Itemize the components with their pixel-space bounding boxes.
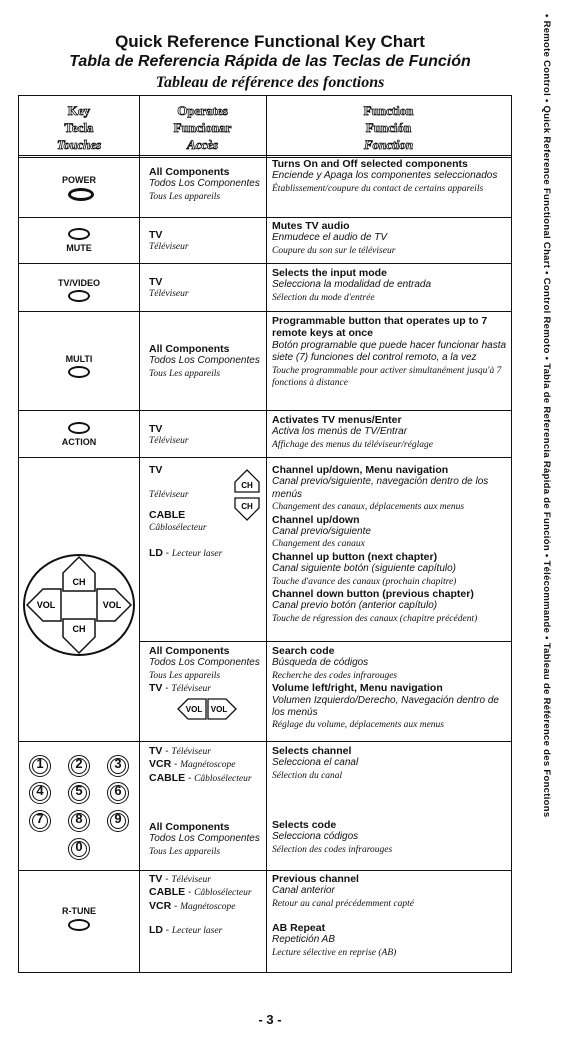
rtune-operates: TV - Téléviseur CABLE - Câblosélecteur VCR - Magnétoscope LD - Lecteur laser	[149, 873, 252, 936]
digit-4-button[interactable]: 4	[29, 782, 51, 804]
row-divider	[19, 217, 511, 218]
nav-operates-all-fr: Tous Les appareils	[149, 670, 221, 681]
volume-right-label: VOL	[102, 600, 122, 610]
digit-5-button[interactable]: 5	[68, 782, 90, 804]
power-button-icon[interactable]	[68, 188, 94, 201]
multi-operates-es: Todos Los Componentes	[149, 355, 260, 367]
power-key-label: POWER	[61, 175, 96, 185]
tvvideo-key-label: TV/VIDEO	[57, 278, 100, 288]
multi-key-label: MULTI	[65, 354, 93, 364]
nav-function-6-es: Volumen Izquierdo/Derecho, Navegación dentro de los menús	[272, 694, 499, 719]
multi-function-es: Botón programable que puede hacer funcionar hasta siete (7) funciones del control remoto, a la vez	[272, 339, 507, 364]
action-button-icon[interactable]	[68, 422, 90, 434]
rtune-function	[272, 873, 510, 959]
multi-operates-en: All Components	[149, 343, 230, 355]
page-title-english: Quick Reference Functional Key Chart	[115, 32, 425, 51]
nav-operates-ld-fr: Lecteur laser	[171, 549, 223, 560]
rtune-function-2-fr: Lecture sélective en reprise (AB)	[272, 947, 397, 958]
digits-function-2-fr: Sélection des codes infrarouges	[272, 844, 393, 855]
rtune-operates-vcr-fr: Magnétoscope	[180, 901, 236, 912]
nav-operates-cable-fr: Câblosélecteur	[149, 523, 207, 534]
key-chart-table	[18, 95, 512, 973]
nav-function-5-es: Búsqueda de códigos	[272, 657, 369, 669]
digits-operates-cable: CABLE	[149, 771, 186, 784]
nav-function-1-es: Canal previo/siguiente, navegación dentro de los menús	[272, 476, 489, 500]
mute-operates-fr: Téléviseur	[149, 242, 189, 253]
rtune-operates-ld-fr: Lecteur laser	[171, 925, 223, 936]
multi-function-en: Programmable button that operates up to 7 remote keys at once	[272, 315, 488, 340]
digit-9-button[interactable]: 9	[107, 810, 129, 832]
channel-down-label: CH	[72, 624, 86, 634]
tvvideo-operates-fr: Téléviseur	[149, 289, 189, 300]
digits-operates-tv: TV	[149, 745, 163, 757]
action-key-label: ACTION	[61, 437, 97, 447]
mute-operates-en: TV	[149, 229, 163, 241]
nav-function-1-fr: Changement des canaux, déplacements aux menus	[272, 502, 465, 513]
header-operates-fr: Accès	[186, 137, 219, 152]
row-divider	[140, 641, 511, 642]
nav-function-1-en: Channel up/down, Menu navigation	[272, 464, 449, 476]
mute-function	[272, 220, 510, 257]
row-divider	[19, 311, 511, 312]
digit-7-button[interactable]: 7	[29, 810, 51, 832]
action-function-en: Activates TV menus/Enter	[272, 414, 402, 426]
rtune-key-label: R-TUNE	[62, 906, 96, 916]
nav-function-2-fr: Changement des canaux	[272, 539, 365, 550]
multi-function	[272, 315, 510, 389]
digits-operates-all-es: Todos Los Componentes	[149, 833, 260, 845]
nav-operates-all-es: Todos Los Componentes	[149, 657, 260, 669]
digits-operates: TV - Téléviseur VCR - Magnétoscope CABLE - Câblosélecteur All Components Todos Los Componentes Tous Les appareils	[149, 745, 265, 858]
channel-down-small-icon	[235, 498, 259, 520]
nav-function-3-fr: Touche d'avance des canaux (prochain chapitre)	[272, 576, 457, 587]
nav-function-volume	[272, 645, 510, 732]
mute-button-icon[interactable]	[68, 228, 90, 240]
rtune-operates-tv-fr: Téléviseur	[171, 875, 211, 885]
action-operates-fr: Téléviseur	[149, 436, 189, 447]
channel-up-small-label: CH	[241, 481, 253, 490]
digits-operates-vcr: VCR	[149, 758, 172, 771]
nav-function-6-fr: Réglage du volume, déplacements aux menus	[272, 720, 445, 731]
rtune-operates-tv: TV	[149, 873, 163, 885]
nav-operates-tv2: TV	[149, 682, 163, 695]
digits-function-2-es: Selecciona códigos	[272, 831, 359, 843]
tvvideo-function-en: Selects the input mode	[272, 267, 387, 279]
row-divider	[19, 870, 511, 871]
header-key-en: Key	[67, 103, 91, 118]
channel-down-small-label: CH	[241, 502, 253, 511]
nav-function-4-fr: Touche de régression des canaux (chapitre précédent)	[272, 613, 478, 624]
tvvideo-function-es: Selecciona la modalidad de entrada	[272, 279, 431, 291]
header-key-fr: Touches	[56, 137, 102, 152]
rtune-function-1-es: Canal anterior	[272, 885, 335, 897]
column-divider	[139, 96, 140, 972]
digits-operates-all: All Components	[149, 820, 230, 833]
digits-operates-cable-fr: Câblosélecteur	[194, 773, 252, 784]
rtune-function-1-fr: Retour au canal précédemment capté	[272, 898, 414, 909]
action-function-es: Activa los menús de TV/Entrar	[272, 426, 408, 438]
tvvideo-function-fr: Sélection du mode d'entrée	[272, 292, 375, 303]
nav-operates-tv: TV	[149, 464, 163, 476]
nav-function-2-en: Channel up/down	[272, 513, 360, 526]
channel-up-small-icon	[235, 470, 259, 492]
header-function-en: Function	[363, 103, 414, 118]
nav-function-4-en: Channel down button (previous chapter)	[272, 588, 474, 601]
page-title-french: Tableau de référence des fonctions	[155, 74, 385, 91]
power-function-en: Turns On and Off selected components	[272, 158, 468, 170]
rtune-function-2-es: Repetición AB	[272, 934, 335, 946]
volume-right-small-icon	[208, 699, 236, 719]
navigation-pad-icon	[21, 551, 137, 659]
nav-operates-cable: CABLE	[149, 509, 186, 521]
rtune-function-2-en: AB Repeat	[272, 921, 326, 934]
multi-operates	[149, 343, 263, 380]
side-strip-caption: • Remote Control • Quick Reference Functional Chart • Control Remoto • Tabla de Referencia Rápida de Función • Télécommande • Tableau de Référence des Fonctions	[541, 14, 552, 818]
header-operates	[139, 102, 266, 153]
nav-operates-channel: TV Téléviseur CABLE Câblosélecteur LD - Lecteur laser	[149, 464, 223, 560]
mute-function-en: Mutes TV audio	[272, 220, 350, 232]
header-key	[19, 102, 139, 153]
mute-operates	[149, 229, 263, 254]
nav-function-6-en: Volume left/right, Menu navigation	[272, 682, 443, 695]
digits-operates-vcr-fr: Magnétoscope	[180, 760, 236, 771]
tvvideo-operates-en: TV	[149, 276, 163, 288]
power-function-es: Enciende y Apaga los componentes seleccionados	[272, 170, 498, 182]
digit-6-button[interactable]: 6	[107, 782, 129, 804]
tvvideo-function	[272, 267, 510, 304]
nav-operates-tv-fr: Téléviseur	[149, 490, 189, 500]
digits-function	[272, 745, 510, 856]
rtune-function-1-en: Previous channel	[272, 873, 359, 885]
action-function	[272, 414, 510, 451]
channel-buttons-icon	[231, 468, 263, 522]
digit-2-button[interactable]: 2	[68, 755, 90, 777]
digit-3-button[interactable]: 3	[107, 755, 129, 777]
multi-function-fr: Touche programmable pour activer simultanément jusqu'à 7 fonctions à distance	[272, 365, 502, 389]
digits-function-1-en: Selects channel	[272, 745, 352, 757]
rtune-button-icon[interactable]	[68, 919, 90, 931]
header-operates-en: Operates	[177, 103, 228, 118]
rtune-operates-ld: LD	[149, 923, 163, 936]
power-operates	[149, 166, 263, 203]
power-function-fr: Établissement/coupure du contact de certains appareils	[272, 183, 484, 194]
volume-buttons-icon	[176, 697, 238, 721]
nav-operates-volume: All Components Todos Los Componentes Tous Les appareils TV - Téléviseur	[149, 645, 263, 696]
nav-function-5-en: Search code	[272, 645, 335, 657]
nav-function-5-fr: Recherche des codes infrarouges	[272, 670, 398, 681]
row-divider	[19, 457, 511, 458]
header-function-es: Función	[365, 120, 412, 135]
header-key-es: Tecla	[64, 120, 94, 135]
mute-key-label: MUTE	[66, 243, 92, 253]
action-function-fr: Affichage des menus du téléviseur/réglage	[272, 439, 433, 450]
volume-left-label: VOL	[36, 600, 56, 610]
nav-function-3-es: Canal siguiente botón (siguiente capítulo)	[272, 563, 457, 575]
header-function	[266, 102, 511, 153]
row-divider	[19, 263, 511, 264]
volume-left-small-label: VOL	[185, 705, 203, 714]
header-function-fr: Fonction	[363, 137, 414, 152]
mute-function-fr: Coupure du son sur le téléviseur	[272, 245, 396, 256]
rtune-operates-vcr: VCR	[149, 899, 172, 912]
nav-function-2-es: Canal previo/siguiente	[272, 526, 371, 538]
nav-function	[272, 464, 510, 625]
nav-function-4-es: Canal previo botón (anterior capítulo)	[272, 600, 438, 612]
nav-operates-ld: LD	[149, 547, 163, 560]
row-divider	[19, 741, 511, 742]
tvvideo-operates	[149, 276, 263, 301]
tvvideo-button-icon[interactable]	[68, 290, 90, 302]
multi-button-icon[interactable]	[68, 366, 90, 378]
mute-function-es: Enmudece el audio de TV	[272, 232, 388, 244]
digits-operates-all-fr: Tous Les appareils	[149, 846, 221, 857]
power-operates-es: Todos Los Componentes	[149, 178, 260, 190]
channel-up-label: CH	[72, 577, 86, 587]
action-operates	[149, 423, 263, 448]
nav-operates-all: All Components	[149, 645, 230, 657]
digits-function-1-es: Selecciona el canal	[272, 757, 359, 769]
digits-function-2-en: Selects code	[272, 818, 337, 831]
rtune-operates-cable-fr: Câblosélecteur	[194, 888, 252, 899]
digit-1-button[interactable]: 1	[29, 755, 51, 777]
nav-function-3-en: Channel up button (next chapter)	[272, 550, 438, 563]
power-operates-fr: Tous Les appareils	[149, 191, 221, 202]
page-title-spanish: Tabla de Referencia Rápida de las Teclas de Función	[69, 53, 471, 70]
digits-operates-tv-fr: Téléviseur	[171, 747, 211, 757]
power-function	[272, 158, 510, 195]
row-divider	[19, 410, 511, 411]
rtune-operates-cable: CABLE	[149, 886, 186, 899]
volume-left-small-icon	[178, 699, 206, 719]
nav-operates-tv2-fr: Téléviseur	[171, 684, 211, 695]
header-operates-es: Funcionar	[173, 120, 232, 135]
multi-operates-fr: Tous Les appareils	[149, 368, 221, 379]
digit-8-button[interactable]: 8	[68, 810, 90, 832]
power-operates-en: All Components	[149, 166, 230, 178]
page-number: - 3 -	[258, 1012, 282, 1027]
digit-0-button[interactable]: 0	[68, 838, 90, 860]
digits-function-1-fr: Sélection du canal	[272, 770, 343, 781]
action-operates-en: TV	[149, 423, 163, 435]
volume-right-small-label: VOL	[210, 705, 228, 714]
column-divider	[266, 96, 267, 972]
